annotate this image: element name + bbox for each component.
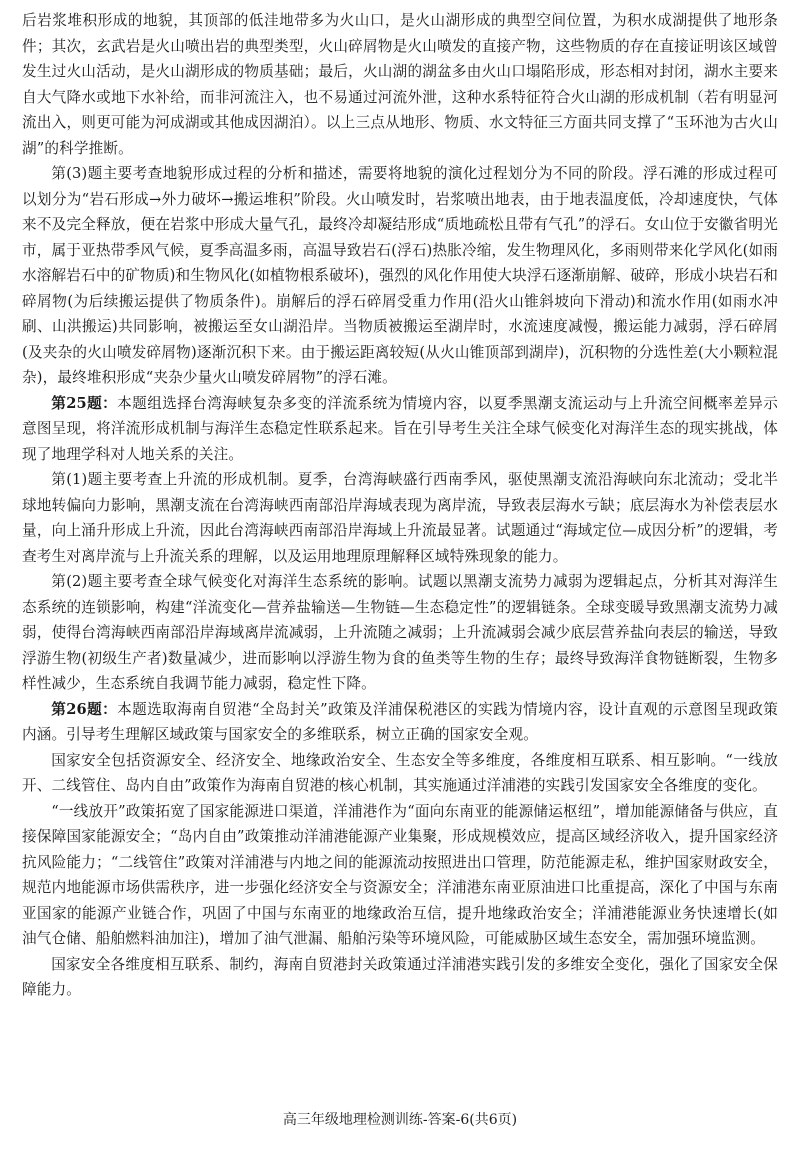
paragraph-q26-3: [22, 952, 778, 1003]
q26-2-text: “一线放开”政策拓宽了国家能源进口渠道，洋浦港作为“面向东南亚的能源储运枢纽”，增加能源储备与供应，直接保障国家能源安全；“岛内自由”政策推动洋浦港能源产业集聚，形成规模效应，提高区域经济收入，提升国家经济抗风险能力；“二线管住”政策对洋浦港与内地之间的能源流动按照进出口管理，防范能源走私，维护国家财政安全，规范内地能源市场供需秩序，进一步强化经济安全与资源安全；洋浦港东南亚原油进口比重提高，深化了中国与东南亚国家的能源产业链合作，巩固了中国与东南亚的地缘政治互信，提升地缘政治安全；洋浦港能源业务快速增长(如油气仓储、船舶燃料油加注)，增加了油气泄漏、船舶污染等环境风险，可能威胁区域生态安全，需加强环境监测。: [22, 802, 778, 947]
q26-1-text: 国家安全包括资源安全、经济安全、地缘政治安全、生态安全等多维度，各维度相互联系、相互影响。“一线放开、二线管住、岛内自由”政策作为海南自贸港的核心机制，其实施通过洋浦港的实践引发国家安全各维度的变化。: [22, 751, 778, 794]
q25-lead: 第25题：: [51, 394, 118, 412]
q26-intro-text: 本题选取海南自贸港“全岛封关”政策及洋浦保税港区的实践为情境内容，设计直观的示意图呈现政策内涵。引导考生理解区域政策与国家安全的多维联系，树立正确的国家安全观。: [22, 700, 778, 743]
paragraph-q26-2: [22, 799, 778, 952]
paragraph-q25-2: [22, 569, 778, 697]
q26-3-text: 国家安全各维度相互联系、制约，海南自贸港封关政策通过洋浦港实践引发的多维安全变化，强化了国家安全保障能力。: [22, 955, 778, 998]
q25-1-text: 第(1)题主要考查上升流的形成机制。夏季，台湾海峡盛行西南季风，驱使黑潮支流沿海峡向东北流动；受北半球地转偏向力影响，黑潮支流在台湾海峡西南部沿岸海域表现为离岸流，导致表层海水亏缺；底层海水为补偿表层水量，向上涌升形成上升流，因此台湾海峡西南部沿岸海域上升流最显著。试题通过“海域定位—成因分析”的逻辑，考查考生对离岸流与上升流关系的理解，以及运用地理原理解释区域特殊现象的能力。: [22, 471, 778, 565]
paragraph-q26-intro: [22, 697, 778, 748]
q25-2-text: 第(2)题主要考查全球气候变化对海洋生态系统的影响。试题以黑潮支流势力减弱为逻辑起点，分析其对海洋生态系统的连锁影响，构建“洋流变化—营养盐输送—生物链—生态稳定性”的逻辑链条。全球变暖导致黑潮支流势力减弱，使得台湾海峡西南部沿岸海域离岸流减弱，上升流随之减弱；上升流减弱会减少底层营养盐向表层的输送，导致浮游生物(初级生产者)数量减少，进而影响以浮游生物为食的鱼类等生物的生存；最终导致海洋食物链断裂，生物多样性减少，生态系统自我调节能力减弱，稳定性下降。: [22, 573, 778, 692]
paragraph-q25-1: [22, 467, 778, 569]
paragraph-2: [22, 161, 778, 391]
paragraph-q26-1: [22, 748, 778, 799]
paragraph-1-text: 后岩浆堆积形成的地貌，其顶部的低洼地带多为火山口，是火山湖形成的典型空间位置，为积水成湖提供了地形条件；其次，玄武岩是火山喷出岩的典型类型，火山碎屑物是火山喷发的直接产物，这些物质的存在直接证明该区域曾发生过火山活动，是火山湖形成的物质基础；最后，火山湖的湖盆多由火山口塌陷形成，形态相对封闭，湖水主要来自大气降水或地下水补给，而非河流注入，也不易通过河流外泄，这种水系特征符合火山湖的形成机制（若有明显河流出入，则更可能为河成湖或其他成因湖泊）。以上三点从地形、物质、水文特征三方面共同支撑了“玉环池为古火山湖”的科学推断。: [22, 12, 778, 157]
answer-body: [22, 8, 778, 1003]
paragraph-2-text: 第(3)题主要考查地貌形成过程的分析和描述，需要将地貌的演化过程划分为不同的阶段。浮石滩的形成过程可以划分为“岩石形成→外力破坏→搬运堆积”阶段。火山喷发时，岩浆喷出地表，由于地表温度低，冷却速度快，气体来不及完全释放，便在岩浆中形成大量气孔，最终冷却凝结形成“质地疏松且带有气孔”的浮石。女山位于安徽省明光市，属于亚热带季风气候，夏季高温多雨，高温导致岩石(浮石)热胀冷缩，发生物理风化，多雨则带来化学风化(如雨水溶解岩石中的矿物质)和生物风化(如植物根系破坏)，强烈的风化作用使大块浮石逐渐崩解、破碎，形成小块岩石和碎屑物(为后续搬运提供了物质条件)。崩解后的浮石碎屑受重力作用(沿火山锥斜坡向下滑动)和流水作用(如雨水冲刷、山洪搬运)共同影响，被搬运至女山湖沿岸。当物质被搬运至湖岸时，水流速度减慢，搬运能力减弱，浮石碎屑(及夹杂的火山喷发碎屑物)逐渐沉积下来。由于搬运距离较短(从火山锥顶部到湖岸)，沉积物的分选性差(大小颗粒混杂)，最终堆积形成“夹杂少量火山喷发碎屑物”的浮石滩。: [22, 165, 778, 386]
q25-intro-text: 本题组选择台湾海峡复杂多变的洋流系统为情境内容，以夏季黑潮支流运动与上升流空间概率差异示意图呈现，将洋流形成机制与海洋生态稳定性联系起来。旨在引导考生关注全球气候变化对海洋生态的现实挑战，体现了地理学科对人地关系的关注。: [22, 394, 778, 463]
paragraph-q25-intro: [22, 391, 778, 468]
q26-lead: 第26题：: [51, 700, 118, 718]
paragraph-1: [22, 8, 778, 161]
page-footer: 高三年级地理检测训练-答案-6(共6页): [282, 1112, 518, 1128]
